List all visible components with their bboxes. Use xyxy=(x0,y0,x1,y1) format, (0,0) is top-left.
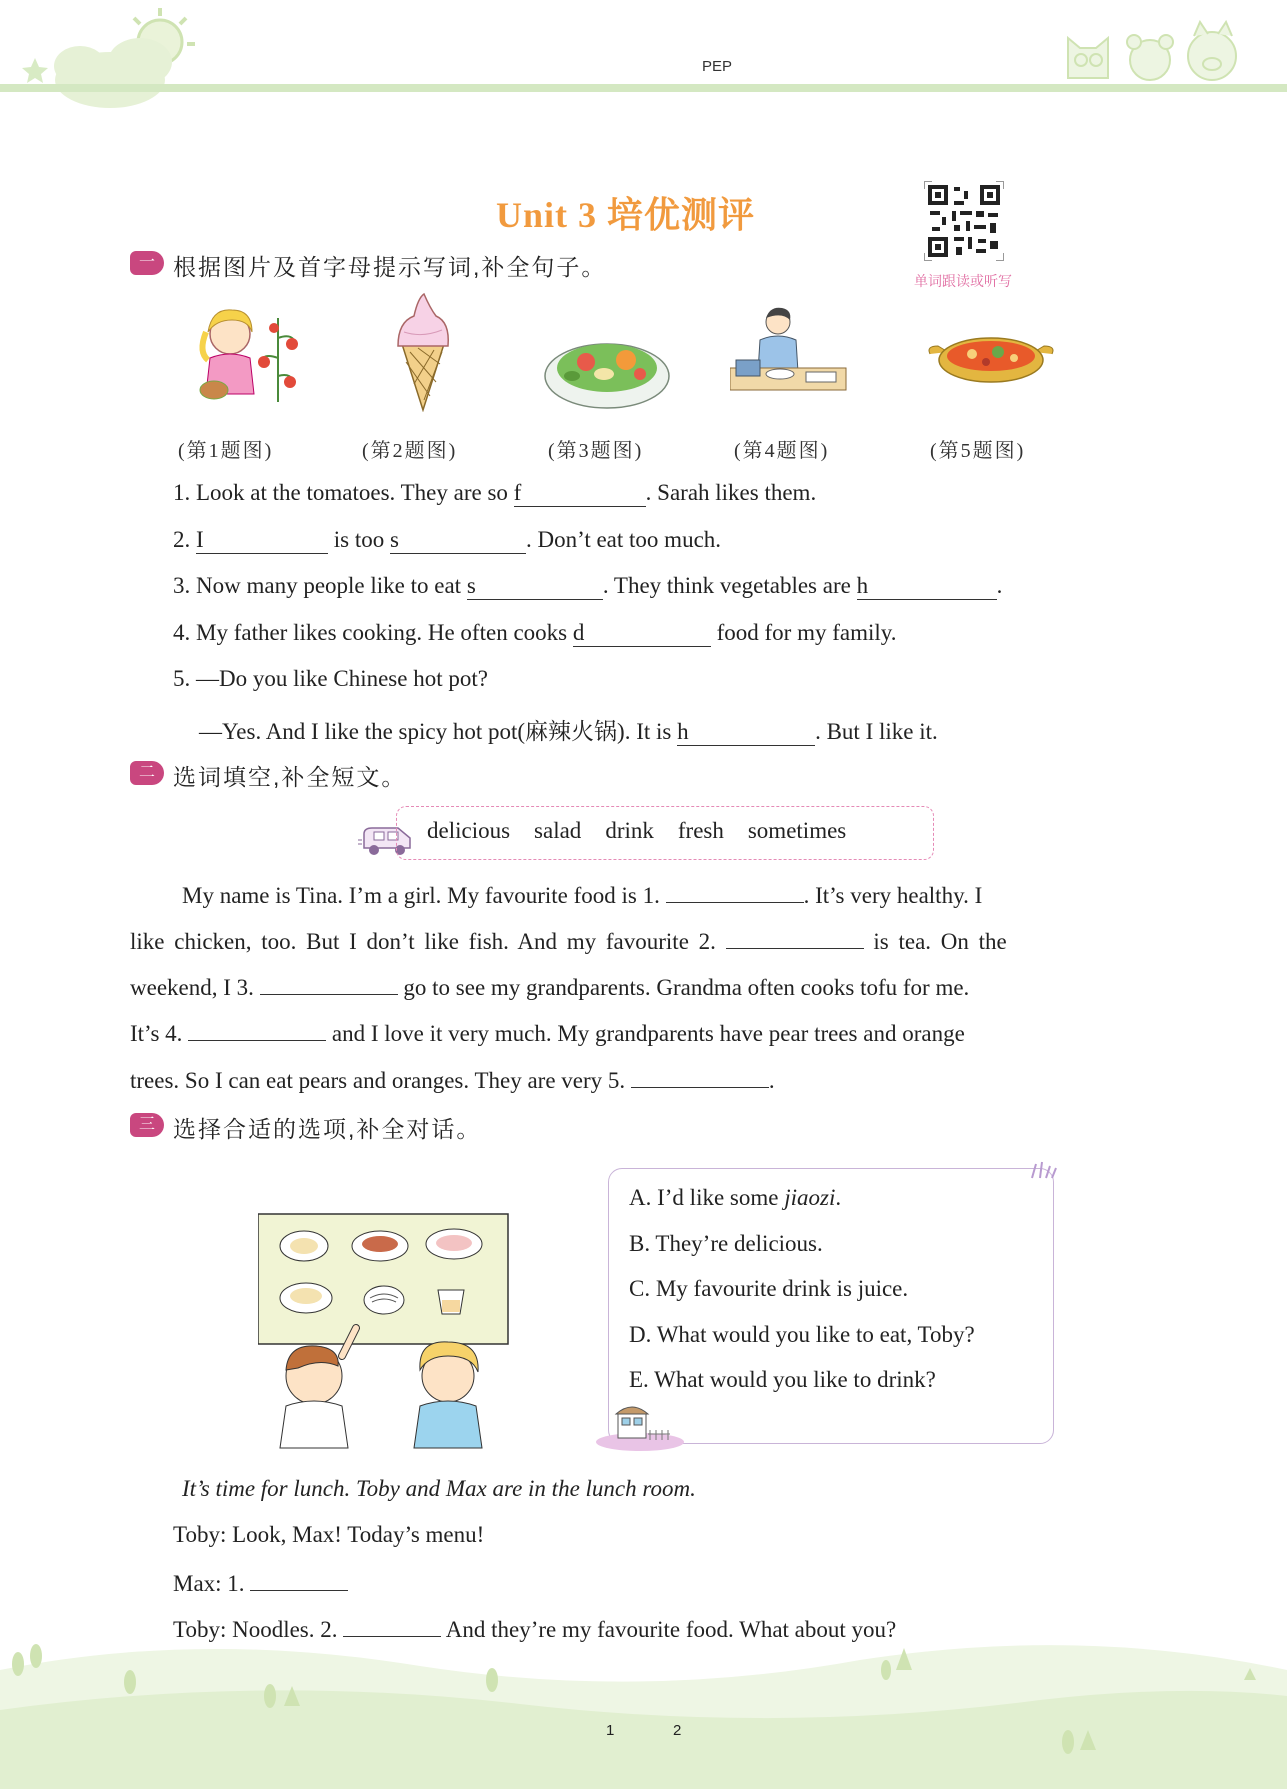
cloud-icon xyxy=(54,38,172,108)
figure-1-caption: (第1题图) xyxy=(178,440,274,462)
qr-code[interactable] xyxy=(924,181,1004,261)
passage-blank-1[interactable] xyxy=(666,880,804,903)
dialogue-blank-1[interactable] xyxy=(250,1568,348,1591)
option-d: D. What would you like to eat, Toby? xyxy=(629,1322,975,1347)
figure-5-caption: (第5题图) xyxy=(930,440,1026,462)
answer-blank-q2a[interactable]: I xyxy=(196,527,328,554)
answer-blank-q4[interactable]: d xyxy=(573,620,711,647)
series-label: PEP xyxy=(702,58,733,75)
passage-blank-3[interactable] xyxy=(260,972,398,995)
header-decoration-right xyxy=(1060,18,1260,86)
passage-line-1: My name is Tina. I’m a girl. My favourite food is 1. . It’s very healthy. I xyxy=(182,880,982,909)
section-1-badge: 一 xyxy=(130,251,164,275)
figure-2-image xyxy=(358,292,488,412)
section-2-instruction: 选词填空,补全短文。 xyxy=(173,764,407,790)
option-c: C. My favourite drink is juice. xyxy=(629,1276,909,1301)
section-2-badge: 二 xyxy=(130,761,164,785)
lunch-menu-illustration xyxy=(258,1210,510,1450)
answer-blank-q2b[interactable]: s xyxy=(390,527,526,554)
figure-5-image xyxy=(926,310,1056,430)
cat-face-icon xyxy=(1068,38,1108,78)
dialogue-intro: It’s time for lunch. Toby and Max are in the lunch room. xyxy=(182,1476,696,1501)
footer-landscape xyxy=(0,1630,1287,1789)
figure-3-caption: (第3题图) xyxy=(548,440,644,462)
question-2: 2. I is too s . Don’t eat too much. xyxy=(173,527,722,552)
boy-toby-icon xyxy=(280,1328,356,1448)
figure-4-image xyxy=(730,300,860,420)
question-1: 1. Look at the tomatoes. They are so f . Sarah likes them. xyxy=(173,480,817,505)
girl-tomato-plant-icon xyxy=(200,310,298,402)
page-title: Unit 3 培优测评 xyxy=(496,195,756,235)
option-e: E. What would you like to drink? xyxy=(629,1367,936,1392)
passage-blank-2[interactable] xyxy=(726,926,864,949)
star-icon xyxy=(22,58,48,83)
passage-line-2: like chicken, too. But I don’t like fish. And my favourite 2. is tea. On the xyxy=(130,926,1007,955)
house-icon xyxy=(596,1394,696,1452)
word-bank-item: fresh xyxy=(677,818,724,843)
section-3-instruction: 选择合适的选项,补全对话。 xyxy=(173,1116,482,1142)
figure-4-caption: (第4题图) xyxy=(734,440,830,462)
page-number-left: 1 xyxy=(606,1722,615,1739)
page-number-right: 2 xyxy=(673,1722,682,1739)
dialogue-line-2: Max: 1. xyxy=(173,1568,348,1597)
ice-cream-cone-icon xyxy=(398,294,448,410)
answer-blank-q3b[interactable]: h xyxy=(857,573,997,600)
question-5-prompt: 5. —Do you like Chinese hot pot? xyxy=(173,666,488,691)
salad-plate-icon xyxy=(545,344,669,408)
header-decoration-left xyxy=(0,0,220,120)
bear-face-icon xyxy=(1127,35,1173,80)
word-bank xyxy=(396,806,934,860)
question-5-reply: —Yes. And I like the spicy hot pot(麻辣火锅). It is h . But I like it. xyxy=(199,719,938,744)
answer-blank-q1[interactable]: f xyxy=(514,480,646,507)
dialogue-line-1: Toby: Look, Max! Today’s menu! xyxy=(173,1522,485,1547)
hot-pot-icon xyxy=(929,338,1053,382)
passage-line-3: weekend, I 3. go to see my grandparents. Grandma often cooks tofu for me. xyxy=(130,972,969,1001)
question-4: 4. My father likes cooking. He often cooks d food for my family. xyxy=(173,620,897,645)
qr-caption: 单词跟读或听写 xyxy=(914,273,1012,289)
passage-line-4: It’s 4. and I love it very much. My grandparents have pear trees and orange xyxy=(130,1018,965,1047)
pig-face-icon xyxy=(1188,22,1236,80)
boy-max-icon xyxy=(414,1342,482,1448)
figure-3-image xyxy=(542,306,672,426)
word-bank-item: sometimes xyxy=(747,818,847,843)
option-a: A. I’d like some jiaozi. xyxy=(629,1185,842,1210)
passage-line-5: trees. So I can eat pears and oranges. They are very 5. . xyxy=(130,1065,775,1094)
section-3-badge: 三 xyxy=(130,1113,164,1137)
passage-blank-5[interactable] xyxy=(631,1065,769,1088)
passage-blank-4[interactable] xyxy=(188,1018,326,1041)
word-bank-item: drink xyxy=(605,818,654,843)
figure-2-caption: (第2题图) xyxy=(362,440,458,462)
answer-blank-q3a[interactable]: s xyxy=(467,573,603,600)
word-bank-item: delicious xyxy=(427,818,511,843)
menu-board-icon xyxy=(258,1214,508,1344)
word-bank-item: salad xyxy=(534,818,582,843)
dialogue-line-3: Toby: Noodles. 2. And they’re my favourite food. What about you? xyxy=(173,1614,896,1643)
question-3: 3. Now many people like to eat s . They think vegetables are h . xyxy=(173,573,1003,598)
option-b: B. They’re delicious. xyxy=(629,1231,823,1256)
grass-tuft-icon xyxy=(1028,1160,1058,1180)
figure-1-image xyxy=(178,298,308,418)
answer-blank-q5[interactable]: h xyxy=(677,719,815,746)
section-1-instruction: 根据图片及首字母提示写词,补全句子。 xyxy=(173,254,607,280)
chef-cooking-icon xyxy=(730,308,846,390)
